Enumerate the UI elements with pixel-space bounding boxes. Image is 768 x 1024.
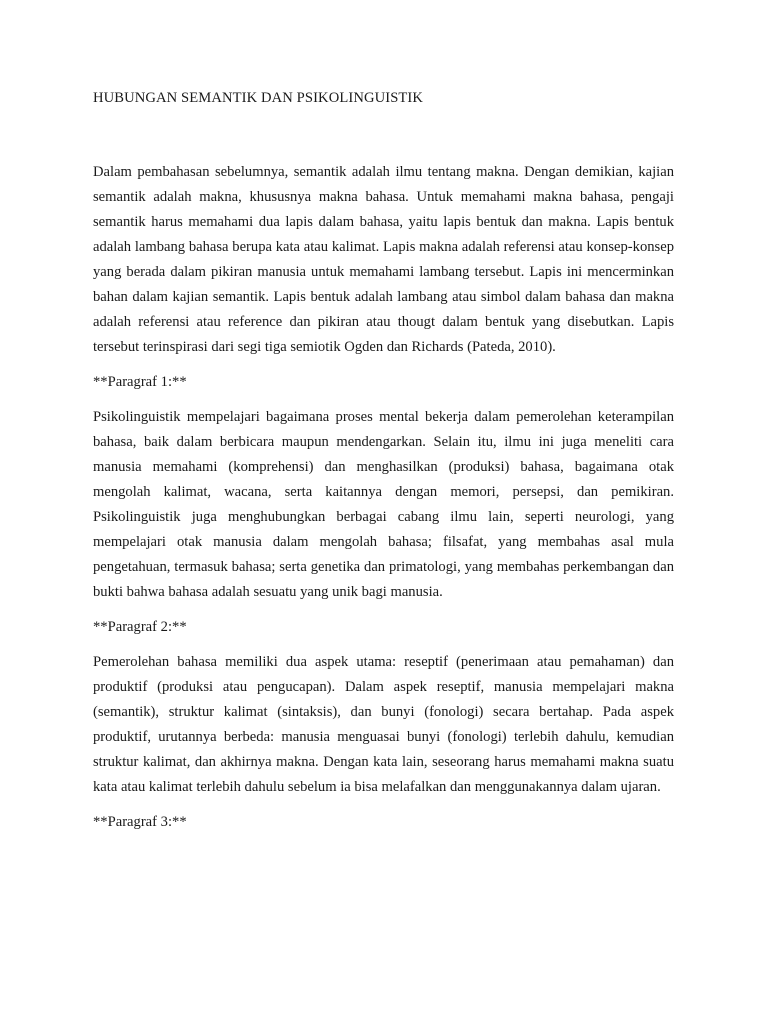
paragraph-intro: Dalam pembahasan sebelumnya, semantik adalah ilmu tentang makna. Dengan demikian, kajian semantik adalah makna, khususnya makna bahasa. Untuk memahami makna bahasa, pengaji semantik harus memahami dua lapis dalam bahasa, yaitu lapis bentuk dan makna. Lapis bentuk adalah lambang bahasa berupa kata atau kalimat. Lapis makna adalah referensi atau konsep-konsep yang berada dalam pikiran manusia untuk memahami lambang tersebut. Lapis ini mencerminkan bahan dalam kajian semantik. Lapis bentuk adalah lambang atau simbol dalam bahasa dan makna adalah referensi atau reference dan pikiran atau thougt dalam bentuk yang disebutkan. Lapis tersebut terinspirasi dari segi tiga semiotik Ogden dan Richards (Pateda, 2010). <box>93 164 674 355</box>
heading-paragraf-2: **Paragraf 2:** <box>93 619 187 635</box>
heading-paragraf-1: **Paragraf 1:** <box>93 374 187 390</box>
document-body <box>93 88 674 835</box>
heading-paragraf-3: **Paragraf 3:** <box>93 814 187 830</box>
paragraph-psikolinguistik: Psikolinguistik mempelajari bagaimana proses mental bekerja dalam pemerolehan keterampilan bahasa, baik dalam berbicara maupun mendengarkan. Selain itu, ilmu ini juga meneliti cara manusia memahami (komprehensi) dan menghasilkan (produksi) bahasa, bagaimana otak mengolah kalimat, wacana, serta kaitannya dengan memori, persepsi, dan pemikiran. Psikolinguistik juga menghubungkan berbagai cabang ilmu lain, seperti neurologi, yang mempelajari otak manusia dalam mengolah bahasa; filsafat, yang membahas asal mula pengetahuan, termasuk bahasa; serta genetika dan primatologi, yang membahas perkembangan dan bukti bahwa bahasa adalah sesuatu yang unik bagi manusia. <box>93 409 674 600</box>
document-title: HUBUNGAN SEMANTIK DAN PSIKOLINGUISTIK <box>93 90 424 106</box>
paragraph-pemerolehan: Pemerolehan bahasa memiliki dua aspek utama: reseptif (penerimaan atau pemahaman) dan produktif (produksi atau pengucapan). Dalam aspek reseptif, manusia mempelajari makna (semantik), struktur kalimat (sintaksis), dan bunyi (fonologi) secara bertahap. Pada aspek produktif, urutannya berbeda: manusia menguasai bunyi (fonologi) terlebih dahulu, kemudian struktur kalimat, dan akhirnya makna. Dengan kata lain, seseorang harus memahami makna suatu kata atau kalimat terlebih dahulu sebelum ia bisa melafalkan dan menggunakannya dalam ujaran. <box>93 654 674 795</box>
